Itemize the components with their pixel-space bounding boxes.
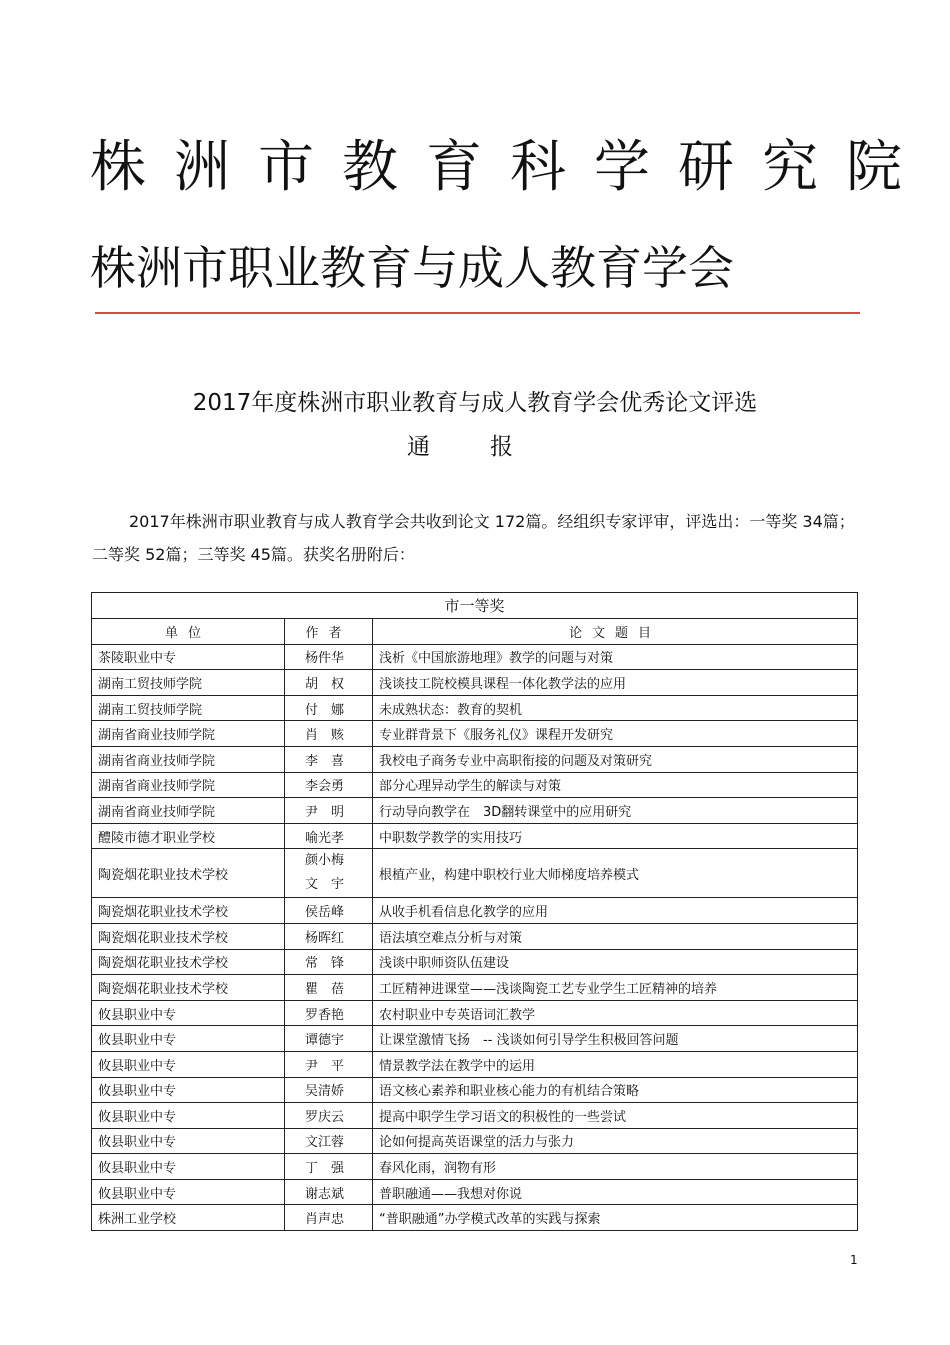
cell-unit: 醴陵市德才职业学校 <box>92 823 285 849</box>
cell-author: 肖 赅 <box>285 721 373 747</box>
table-row <box>92 1179 858 1205</box>
author-name: 颜小梅 <box>305 853 345 869</box>
cell-unit: 攸县职业中专 <box>92 1154 285 1180</box>
cell-unit: 攸县职业中专 <box>92 1026 285 1052</box>
table-row <box>92 949 858 975</box>
table-caption: 市一等奖 <box>92 593 858 619</box>
cell-unit: 湖南省商业技师学院 <box>92 798 285 824</box>
cell-unit: 攸县职业中专 <box>92 1103 285 1129</box>
table-body <box>92 644 858 1230</box>
cell-unit: 陶瓷烟花职业技术学校 <box>92 949 285 975</box>
table-row <box>92 1103 858 1129</box>
notice-title: 2017年度株洲市职业教育与成人教育学会优秀论文评选 <box>192 390 758 416</box>
cell-author: 谢志斌 <box>285 1179 373 1205</box>
cell-author: 杨件华 <box>285 644 373 670</box>
cell-unit: 株洲工业学校 <box>92 1205 285 1231</box>
cell-title: 根植产业，构建中职校行业大师梯度培养模式 <box>373 849 858 898</box>
column-header-unit: 单位 <box>92 619 285 645</box>
table-row <box>92 975 858 1001</box>
cell-author: 文江蓉 <box>285 1128 373 1154</box>
cell-title: 浅谈中职师资队伍建设 <box>373 949 858 975</box>
cell-unit: 陶瓷烟花职业技术学校 <box>92 923 285 949</box>
cell-title: 浅谈技工院校模具课程一体化教学法的应用 <box>373 670 858 696</box>
page-number: 1 <box>850 1253 858 1267</box>
table-row <box>92 823 858 849</box>
cell-author: 侯岳峰 <box>285 898 373 924</box>
cell-unit: 湖南省商业技师学院 <box>92 721 285 747</box>
cell-unit: 湖南工贸技师学院 <box>92 670 285 696</box>
cell-author: 瞿 蓓 <box>285 975 373 1001</box>
cell-unit: 攸县职业中专 <box>92 1000 285 1026</box>
notice-subtitle: 通报 <box>407 434 573 460</box>
cell-author: 罗庆云 <box>285 1103 373 1129</box>
header-divider <box>95 312 860 314</box>
table-row <box>92 746 858 772</box>
cell-title: 我校电子商务专业中高职衔接的问题及对策研究 <box>373 746 858 772</box>
table-row <box>92 1205 858 1231</box>
cell-author: 杨晖红 <box>285 923 373 949</box>
table-caption-row <box>92 593 858 619</box>
cell-unit: 湖南工贸技师学院 <box>92 695 285 721</box>
table-row <box>92 1026 858 1052</box>
table-row <box>92 1154 858 1180</box>
cell-author: 胡 权 <box>285 670 373 696</box>
cell-author: 丁 强 <box>285 1154 373 1180</box>
column-header-title: 论文题目 <box>373 619 858 645</box>
cell-title: 语法填空难点分析与对策 <box>373 923 858 949</box>
cell-title: 从收手机看信息化教学的应用 <box>373 898 858 924</box>
cell-title: 论如何提高英语课堂的活力与张力 <box>373 1128 858 1154</box>
cell-unit: 湖南省商业技师学院 <box>92 746 285 772</box>
cell-title: 工匠精神进课堂——浅谈陶瓷工艺专业学生工匠精神的培养 <box>373 975 858 1001</box>
table-row <box>92 670 858 696</box>
cell-title: 行动导向教学在 3D翻转课堂中的应用研究 <box>373 798 858 824</box>
cell-author: 吴清娇 <box>285 1077 373 1103</box>
cell-title: 部分心理异动学生的解读与对策 <box>373 772 858 798</box>
cell-unit: 湖南省商业技师学院 <box>92 772 285 798</box>
intro-paragraph: 2017年株洲市职业教育与成人教育学会共收到论文 172篇。经组织专家评审，评选出：一等奖 34篇；二等奖 52篇；三等奖 45篇。获奖名册附后： <box>92 512 855 564</box>
table-row <box>92 721 858 747</box>
cell-unit: 攸县职业中专 <box>92 1128 285 1154</box>
cell-title: 专业群背景下《服务礼仪》课程开发研究 <box>373 721 858 747</box>
society-heading: 株洲市职业教育与成人教育学会 <box>90 241 734 295</box>
cell-author: 罗香艳 <box>285 1000 373 1026</box>
table-row <box>92 898 858 924</box>
author-name: 文 宇 <box>305 877 345 893</box>
table-row <box>92 923 858 949</box>
cell-author: 李会勇 <box>285 772 373 798</box>
cell-author: 付 娜 <box>285 695 373 721</box>
cell-title: 语文核心素养和职业核心能力的有机结合策略 <box>373 1077 858 1103</box>
table-header-row <box>92 619 858 645</box>
cell-title: 中职数学教学的实用技巧 <box>373 823 858 849</box>
table-row <box>92 695 858 721</box>
cell-unit: 陶瓷烟花职业技术学校 <box>92 849 285 898</box>
cell-title: 普职融通——我想对你说 <box>373 1179 858 1205</box>
cell-author: 尹 平 <box>285 1051 373 1077</box>
table-row <box>92 644 858 670</box>
column-header-author: 作者 <box>285 619 373 645</box>
cell-author: 喻光孝 <box>285 823 373 849</box>
cell-title: 浅析《中国旅游地理》教学的问题与对策 <box>373 644 858 670</box>
cell-unit: 攸县职业中专 <box>92 1179 285 1205</box>
cell-author: 李 喜 <box>285 746 373 772</box>
cell-title: 提高中职学生学习语文的积极性的一些尝试 <box>373 1103 858 1129</box>
awards-table <box>91 592 858 1231</box>
cell-title: “普职融通”办学模式改革的实践与探索 <box>373 1205 858 1231</box>
cell-author: 常 锋 <box>285 949 373 975</box>
cell-title: 未成熟状态：教育的契机 <box>373 695 858 721</box>
cell-unit: 陶瓷烟花职业技术学校 <box>92 898 285 924</box>
cell-unit: 陶瓷烟花职业技术学校 <box>92 975 285 1001</box>
cell-title: 春风化雨，润物有形 <box>373 1154 858 1180</box>
cell-unit: 攸县职业中专 <box>92 1051 285 1077</box>
cell-title: 让课堂激情飞扬 -- 浅谈如何引导学生积极回答问题 <box>373 1026 858 1052</box>
table-row <box>92 798 858 824</box>
table-row <box>92 1077 858 1103</box>
cell-title: 情景教学法在教学中的运用 <box>373 1051 858 1077</box>
cell-unit: 攸县职业中专 <box>92 1077 285 1103</box>
table-row <box>92 1051 858 1077</box>
cell-author: 尹 明 <box>285 798 373 824</box>
table-row <box>92 1128 858 1154</box>
table-row <box>92 849 858 898</box>
table-row <box>92 772 858 798</box>
table-row <box>92 1000 858 1026</box>
cell-title: 农村职业中专英语词汇教学 <box>373 1000 858 1026</box>
cell-author: 谭德宇 <box>285 1026 373 1052</box>
cell-author <box>285 849 373 898</box>
cell-author: 肖声忠 <box>285 1205 373 1231</box>
cell-unit: 茶陵职业中专 <box>92 644 285 670</box>
institute-heading: 株洲市教育科学研究院 <box>90 135 930 200</box>
